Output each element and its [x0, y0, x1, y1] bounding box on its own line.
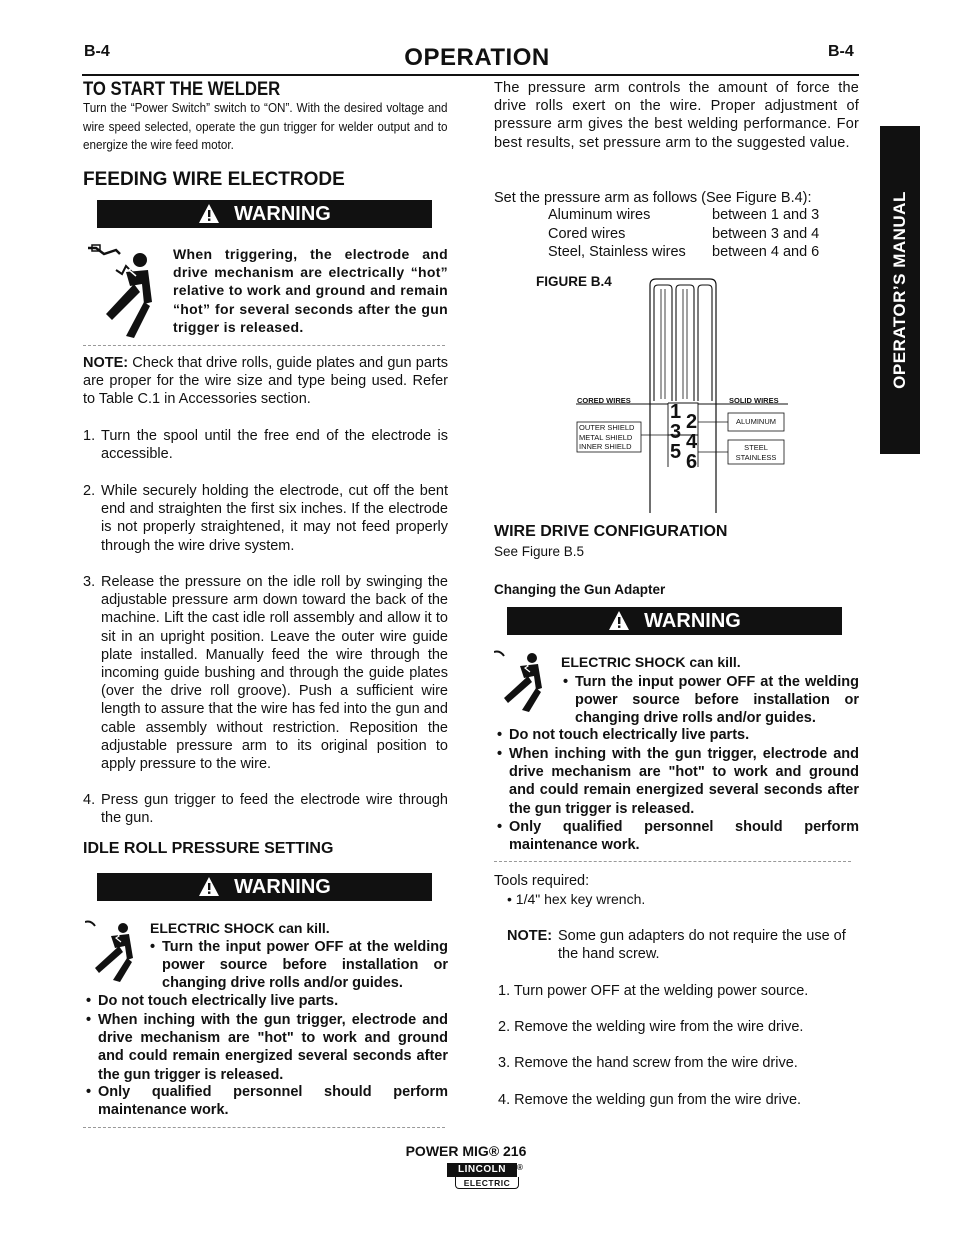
warning-icon: [198, 203, 220, 225]
gun-adapter-heading: Changing the Gun Adapter: [494, 582, 666, 597]
warning-bullet-text: Only qualified personnel should perform maintenance work.: [98, 1084, 448, 1119]
warning-bullet-text: Do not touch electrically live parts.: [98, 993, 339, 1009]
pressure-arm-diagram: [570, 275, 795, 515]
warning-1-text: When triggering, the electrode and drive mechanism are electrically “hot” relative to work and ground and remain “hot” for several seconds after the gun trigger is released.: [173, 246, 448, 335]
setting-number: 1: [670, 401, 682, 423]
divider: [83, 345, 445, 346]
side-tab-label: OPERATOR’S MANUAL: [890, 191, 909, 389]
list-item-number: 1.: [83, 428, 96, 444]
shield-label: INNER SHIELD: [579, 442, 632, 451]
setting-number: 2: [686, 411, 698, 433]
feeding-wire-heading: FEEDING WIRE ELECTRODE: [83, 169, 345, 190]
warning-2-shock: ELECTRIC SHOCK can kill.: [150, 920, 330, 936]
steel-labels: [728, 443, 784, 462]
warning-bullet: • Turn the input power OFF at the welding power source before installation or changing drive rolls and/or guides.: [150, 939, 448, 992]
warning-bullet: • When inching with the gun trigger, electrode and drive mechanism are "hot" to work and ground and could remain energized several seconds after the gun trigger is released.: [86, 1012, 448, 1083]
list-item: 2. Remove the welding wire from the wire drive.: [498, 1019, 804, 1035]
list-item-number: 4.: [83, 792, 96, 808]
shield-labels: [579, 423, 634, 452]
list-item-text: While securely holding the electrode, cut off the bent end and straighten the first six inches. If the electrode is not properly straightened, it may not feed properly through the wire drive system.: [101, 483, 448, 554]
warning-banner-1: [97, 200, 432, 228]
warning-label-3: WARNING: [644, 609, 741, 632]
side-tab[interactable]: [880, 126, 920, 454]
warning-label-2: WARNING: [234, 875, 331, 898]
divider: [83, 1127, 445, 1128]
steel-label: STEEL: [744, 443, 768, 452]
note-label-right: [507, 927, 552, 945]
solid-wires-label: SOLID WIRES: [729, 396, 779, 405]
logo-bottom: ELECTRIC: [455, 1177, 519, 1189]
list-item: [83, 482, 448, 556]
registered-mark: ®: [517, 1163, 523, 1172]
tools-label: Tools required:: [494, 873, 590, 889]
logo-top: LINCOLN: [447, 1163, 517, 1177]
warning-bullet-text: Turn the input power OFF at the welding power source before installation or changing drive rolls and/or guides.: [575, 674, 859, 727]
shield-label: METAL SHIELD: [579, 432, 633, 442]
setting-number: 5: [670, 441, 682, 463]
warning-bullet: • Do not touch electrically live parts.: [86, 992, 448, 1010]
note-label: NOTE:: [507, 928, 553, 944]
setting-wire: Steel, Stainless wires: [548, 244, 686, 260]
setting-range: between 3 and 4: [712, 226, 820, 242]
list-item: [83, 573, 448, 773]
setting-number: 4: [686, 431, 698, 453]
warning-3-shock: ELECTRIC SHOCK can kill.: [561, 654, 741, 670]
see-figure-text: See Figure B.5: [494, 544, 585, 559]
electric-shock-icon: [85, 920, 149, 982]
page-code-left: B-4: [84, 43, 110, 60]
warning-bullet: • Only qualified personnel should perform maintenance work.: [497, 819, 859, 854]
setting-wire: Cored wires: [548, 226, 626, 242]
setting-number: 6: [686, 451, 698, 473]
header-rule: [82, 74, 859, 76]
note-text-right: Some gun adapters do not require the use of the hand screw.: [558, 928, 846, 963]
warning-bullet: • When inching with the gun trigger, electrode and drive mechanism are "hot" to work and ground and could remain energized several seconds after the gun trigger is released.: [497, 746, 859, 817]
warning-banner-3: [507, 607, 842, 635]
setting-number: 3: [670, 421, 682, 443]
figure-label: FIGURE B.4: [536, 274, 612, 289]
warning-bullet-text: Do not touch electrically live parts.: [509, 727, 750, 743]
list-item: 1. Turn power OFF at the welding power source.: [498, 983, 809, 999]
setting-range: between 4 and 6: [712, 244, 820, 260]
list-item-text: Turn the spool until the free end of the electrode is accessible.: [101, 428, 448, 463]
start-welder-heading: TO START THE WELDER: [83, 79, 281, 100]
start-welder-text: Turn the “Power Switch” switch to “ON”. With the desired voltage and wire speed selected, operate the gun trigger for welder output and to energize the wire feed motor.: [83, 100, 448, 152]
pressure-arm-text: The pressure arm controls the amount of force the drive rolls exert on the wire. Proper adjustment of pressure arm gives the best welding performance. For best results, set pressure arm to the suggested value.: [494, 80, 859, 151]
warning-bullet: • Only qualified personnel should perform maintenance work.: [86, 1084, 448, 1119]
idle-roll-heading: IDLE ROLL PRESSURE SETTING: [83, 840, 334, 857]
cored-wires-label: CORED WIRES: [577, 396, 631, 405]
list-item: 3. Remove the hand screw from the wire drive.: [498, 1055, 798, 1071]
list-item-number: 3.: [83, 574, 96, 590]
warning-bullet-text: Only qualified personnel should perform maintenance work.: [509, 819, 859, 854]
tools-item: • 1/4" hex key wrench.: [507, 891, 646, 907]
list-item-number: 2.: [83, 483, 96, 499]
lincoln-electric-logo: [447, 1163, 523, 1191]
warning-banner-2: [97, 873, 432, 901]
list-item: [83, 427, 448, 465]
page-code-right: B-4: [828, 43, 854, 60]
shield-label: OUTER SHIELD: [579, 423, 635, 432]
set-pressure-intro: Set the pressure arm as follows (See Figure B.4):: [494, 190, 812, 206]
wire-drive-heading: WIRE DRIVE CONFIGURATION: [494, 523, 728, 540]
figure-b4: [570, 275, 795, 515]
note-paragraph: [83, 354, 448, 409]
list-item-text: Release the pressure on the idle roll by swinging the adjustable pressure arm down toward the back of the machine. Lift the cast idle roll assembly and allow it to sit in an upright position. Leave the outer wire guide plate installed. Manually feed the wire through the incoming guide bushing and through the guide plates (over the drive roll groove). Push a sufficient wire length to assure that the wire has fed into the gun and cable assembly without restriction. Reposition the adjustable pressure arm to its original position to apply pressure to the wire.: [101, 574, 448, 773]
warning-bullet-text: Turn the input power OFF at the welding power source before installation or changing drive rolls and/or guides.: [162, 939, 448, 992]
setting-wire: Aluminum wires: [548, 207, 651, 223]
aluminum-label: ALUMINUM: [735, 417, 776, 426]
list-item-text: Press gun trigger to feed the electrode wire through the gun.: [101, 792, 448, 827]
electric-shock-icon: [494, 650, 558, 712]
warning-bullet-text: When inching with the gun trigger, electrode and drive mechanism are "hot" to work and ground and could remain energized several seconds after the gun trigger is released.: [509, 746, 859, 817]
footer-model: POWER MIG® 216: [405, 1143, 527, 1159]
warning-icon: [198, 876, 220, 898]
note-label: NOTE:: [83, 355, 129, 371]
steel-label: STAINLESS: [735, 452, 777, 462]
note-text: Check that drive rolls, guide plates and gun parts are proper for the wire size and type being used. Refer to Table C.1 in Accessories section.: [83, 355, 448, 408]
list-item: [83, 791, 448, 829]
setting-range: between 1 and 3: [712, 207, 820, 223]
warning-label-1: WARNING: [234, 202, 331, 225]
warning-icon: [608, 610, 630, 632]
warning-bullet-text: When inching with the gun trigger, electrode and drive mechanism are "hot" to work and ground and could remain energized several seconds after the gun trigger is released.: [98, 1012, 448, 1083]
warning-bullet: • Do not touch electrically live parts.: [497, 726, 859, 744]
page-title: OPERATION: [404, 44, 550, 71]
electric-shock-icon: [86, 244, 162, 340]
divider: [494, 861, 851, 862]
warning-bullet: • Turn the input power OFF at the welding power source before installation or changing drive rolls and/or guides.: [563, 674, 859, 727]
list-item: 4. Remove the welding gun from the wire drive.: [498, 1092, 802, 1108]
